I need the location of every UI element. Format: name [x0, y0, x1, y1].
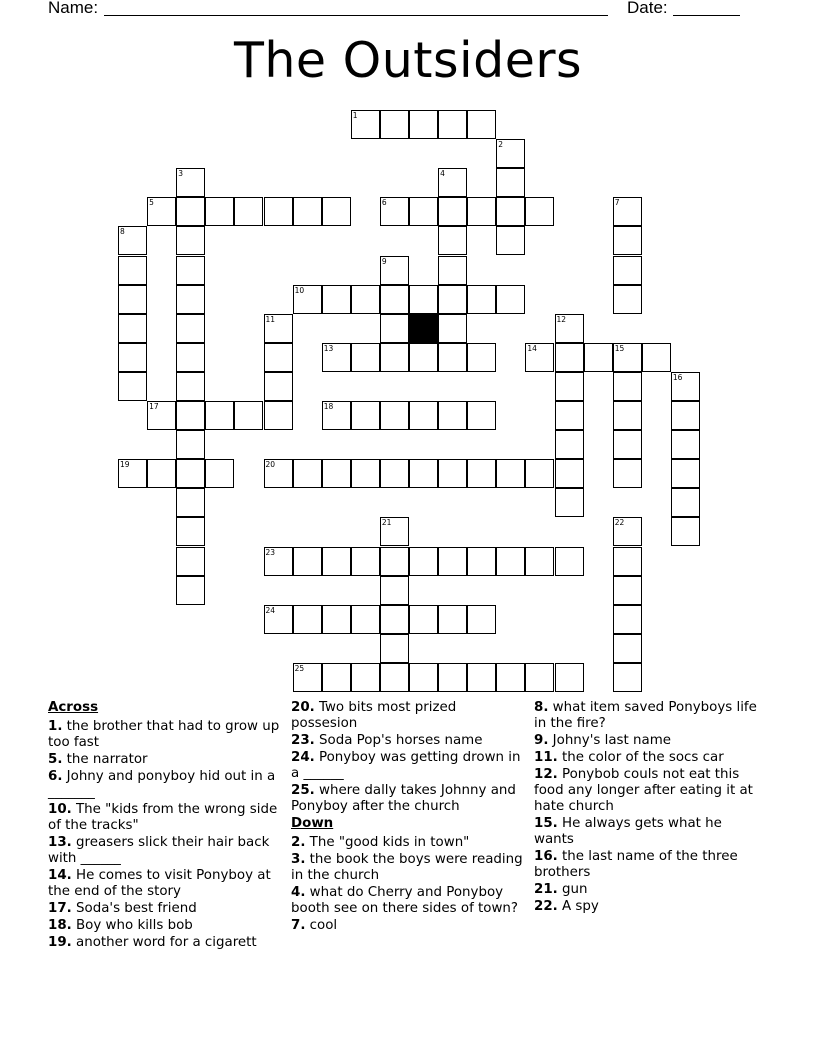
grid-square[interactable]: [351, 401, 380, 430]
grid-square[interactable]: [118, 314, 147, 343]
grid-square[interactable]: [555, 372, 584, 401]
grid-square[interactable]: [496, 226, 525, 255]
grid-square-7[interactable]: [613, 197, 642, 226]
grid-square-12[interactable]: [555, 314, 584, 343]
clue-text: Soda's best friend: [76, 901, 197, 916]
grid-square[interactable]: [380, 343, 409, 372]
grid-square[interactable]: [467, 197, 496, 226]
clue-number-label: 18.: [48, 918, 72, 933]
clue-number-label: 1.: [48, 719, 63, 734]
clue-number-label: 2.: [291, 835, 306, 850]
clue-text: Ponyboy was getting drown in a ______: [291, 750, 521, 781]
clue-text: the brother that had to grow up too fast: [48, 719, 280, 750]
grid-square[interactable]: [176, 226, 205, 255]
grid-square[interactable]: [496, 459, 525, 488]
grid-square-20[interactable]: [264, 459, 293, 488]
clue-item: [291, 750, 523, 782]
grid-square-21[interactable]: [380, 517, 409, 546]
grid-square[interactable]: [118, 256, 147, 285]
clue-number-label: 25.: [291, 783, 315, 798]
clue-number: 21: [381, 518, 392, 528]
grid-square[interactable]: [409, 663, 438, 692]
grid-square[interactable]: [176, 488, 205, 517]
grid-square[interactable]: [293, 547, 322, 576]
grid-square[interactable]: [671, 401, 700, 430]
grid-square[interactable]: [555, 488, 584, 517]
grid-square-5[interactable]: [147, 197, 176, 226]
grid-square[interactable]: [118, 285, 147, 314]
grid-square-17[interactable]: [147, 401, 176, 430]
grid-square[interactable]: [380, 110, 409, 139]
grid-square[interactable]: [409, 605, 438, 634]
date-label: Date:: [627, 0, 668, 17]
grid-square-24[interactable]: [264, 605, 293, 634]
grid-square[interactable]: [351, 285, 380, 314]
grid-square-8[interactable]: [118, 226, 147, 255]
clue-item: [48, 901, 280, 917]
grid-square[interactable]: [525, 197, 554, 226]
grid-square[interactable]: [380, 314, 409, 343]
grid-square-3[interactable]: [176, 168, 205, 197]
grid-square[interactable]: [496, 547, 525, 576]
clue-text: the book the boys were reading in the church: [291, 852, 523, 883]
grid-square[interactable]: [467, 459, 496, 488]
clue-number: 4: [440, 169, 445, 179]
clues-column-1: [48, 700, 280, 952]
grid-square[interactable]: [322, 547, 351, 576]
clue-number: 15: [614, 343, 625, 353]
grid-square[interactable]: [438, 110, 467, 139]
clue-number: 5: [149, 198, 154, 208]
grid-square[interactable]: [380, 634, 409, 663]
grid-square[interactable]: [438, 285, 467, 314]
grid-square-16[interactable]: [671, 372, 700, 401]
clue-item: [48, 752, 280, 768]
grid-square[interactable]: [613, 547, 642, 576]
grid-square[interactable]: [293, 459, 322, 488]
clue-text: where dally takes Johnny and Ponyboy after the church: [291, 783, 516, 814]
grid-square[interactable]: [176, 285, 205, 314]
clue-number-label: 7.: [291, 918, 306, 933]
grid-square[interactable]: [671, 459, 700, 488]
clue-text: Ponybob couls not eat this food any longer after eating it at hate church: [534, 767, 753, 814]
grid-square[interactable]: [234, 197, 263, 226]
grid-square-1[interactable]: [351, 110, 380, 139]
grid-square[interactable]: [525, 663, 554, 692]
clue-item: [291, 852, 523, 884]
grid-square[interactable]: [555, 401, 584, 430]
clue-number: 16: [672, 372, 683, 382]
clue-number: 20: [265, 460, 276, 470]
grid-square[interactable]: [555, 663, 584, 692]
grid-square[interactable]: [438, 314, 467, 343]
clue-item: [534, 849, 766, 881]
grid-square[interactable]: [293, 197, 322, 226]
across-heading: Across: [48, 700, 99, 715]
grid-square[interactable]: [555, 343, 584, 372]
grid-square[interactable]: [380, 459, 409, 488]
grid-square[interactable]: [496, 168, 525, 197]
clue-number-label: 24.: [291, 750, 315, 765]
grid-square[interactable]: [205, 459, 234, 488]
clue-number: 18: [323, 402, 334, 411]
grid-square-18[interactable]: [322, 401, 351, 430]
grid-square[interactable]: [496, 285, 525, 314]
grid-square[interactable]: [613, 576, 642, 605]
clue-item: [534, 816, 766, 848]
grid-square[interactable]: [438, 459, 467, 488]
grid-square[interactable]: [409, 343, 438, 372]
grid-square[interactable]: [264, 197, 293, 226]
clue-number: 19: [120, 460, 130, 470]
clue-item: [534, 882, 766, 898]
clue-number: 12: [556, 314, 567, 324]
clue-number: 7: [614, 198, 620, 208]
clue-text: Soda Pop's horses name: [319, 733, 483, 748]
grid-square[interactable]: [176, 459, 205, 488]
grid-square[interactable]: [176, 256, 205, 285]
grid-square[interactable]: [525, 459, 554, 488]
grid-square[interactable]: [613, 634, 642, 663]
grid-square-23[interactable]: [264, 547, 293, 576]
grid-square[interactable]: [322, 459, 351, 488]
clue-number-label: 9.: [534, 733, 549, 748]
grid-square[interactable]: [613, 459, 642, 488]
grid-square[interactable]: [322, 605, 351, 634]
clue-number: 9: [381, 256, 387, 266]
grid-square[interactable]: [642, 343, 671, 372]
grid-square[interactable]: [205, 401, 234, 430]
clue-text: what do Cherry and Ponyboy booth see on there sides of town?: [291, 885, 519, 916]
grid-square[interactable]: [176, 547, 205, 576]
clues-column-3: [534, 700, 766, 916]
clue-number: 23: [265, 547, 276, 557]
clue-text: another word for a cigarett: [76, 935, 257, 950]
grid-square[interactable]: [613, 430, 642, 459]
clue-item: [48, 802, 280, 834]
clue-item: [291, 918, 523, 934]
grid-square[interactable]: [525, 547, 554, 576]
grid-square[interactable]: [380, 547, 409, 576]
grid-square[interactable]: [351, 459, 380, 488]
clue-number-label: 12.: [534, 767, 558, 782]
grid-square[interactable]: [147, 459, 176, 488]
clue-number-label: 4.: [291, 885, 306, 900]
grid-square[interactable]: [322, 285, 351, 314]
grid-square[interactable]: [380, 576, 409, 605]
clue-item: [48, 835, 280, 867]
grid-square-25[interactable]: [293, 663, 322, 692]
clue-text: A spy: [562, 899, 599, 914]
clue-number: 25: [294, 663, 305, 673]
clue-text: the last name of the three brothers: [534, 849, 738, 880]
grid-square-4[interactable]: [438, 168, 467, 197]
clue-number-label: 11.: [534, 750, 558, 765]
grid-square[interactable]: [351, 605, 380, 634]
grid-square[interactable]: [409, 459, 438, 488]
clue-number: 24: [265, 605, 276, 615]
grid-square-10[interactable]: [293, 285, 322, 314]
clue-text: Johny and ponyboy hid out in a _______: [48, 769, 276, 800]
grid-square[interactable]: [409, 285, 438, 314]
clue-text: Boy who kills bob: [76, 918, 193, 933]
clue-text: the color of the socs car: [562, 750, 724, 765]
clue-number: 6: [381, 198, 387, 208]
clue-number: 8: [120, 227, 125, 237]
grid-square[interactable]: [176, 197, 205, 226]
grid-square[interactable]: [351, 343, 380, 372]
grid-square[interactable]: [438, 197, 467, 226]
clue-item: [534, 700, 766, 732]
clues-column-2: [291, 700, 523, 935]
grid-square[interactable]: [176, 430, 205, 459]
clue-number: 3: [178, 169, 183, 179]
grid-square[interactable]: [671, 517, 700, 546]
grid-square[interactable]: [293, 605, 322, 634]
grid-square[interactable]: [613, 372, 642, 401]
grid-square[interactable]: [176, 372, 205, 401]
clue-item: [48, 935, 280, 951]
grid-square[interactable]: [351, 663, 380, 692]
grid-square[interactable]: [322, 663, 351, 692]
grid-square[interactable]: [380, 401, 409, 430]
grid-square[interactable]: [467, 343, 496, 372]
clue-item: [291, 733, 523, 749]
clue-number-label: 3.: [291, 852, 306, 867]
grid-square[interactable]: [496, 663, 525, 692]
clue-text: Two bits most prized possesion: [291, 700, 457, 731]
clue-item: [534, 733, 766, 749]
down-heading: Down: [291, 816, 334, 831]
grid-square[interactable]: [467, 285, 496, 314]
grid-square[interactable]: [118, 343, 147, 372]
clue-number-label: 19.: [48, 935, 72, 950]
clue-text: Johny's last name: [552, 733, 672, 748]
grid-square[interactable]: [613, 256, 642, 285]
clue-number-label: 14.: [48, 868, 72, 883]
grid-square[interactable]: [467, 605, 496, 634]
clue-item: [534, 899, 766, 915]
clue-item: [48, 769, 280, 801]
grid-square[interactable]: [176, 517, 205, 546]
clue-number: 1: [352, 111, 358, 120]
grid-square[interactable]: [351, 547, 380, 576]
page-title: The Outsiders: [233, 32, 583, 89]
grid-square[interactable]: [264, 343, 293, 372]
grid-square[interactable]: [496, 197, 525, 226]
grid-square[interactable]: [380, 605, 409, 634]
grid-square[interactable]: [409, 401, 438, 430]
clue-item: [48, 868, 280, 900]
grid-square[interactable]: [380, 663, 409, 692]
grid-square[interactable]: [438, 226, 467, 255]
grid-square[interactable]: [467, 110, 496, 139]
clue-number-label: 22.: [534, 899, 558, 914]
grid-square-22[interactable]: [613, 517, 642, 546]
grid-square[interactable]: [234, 401, 263, 430]
grid-square[interactable]: [467, 547, 496, 576]
clue-text: The "kids from the wrong side of the tracks": [48, 802, 278, 833]
grid-square[interactable]: [438, 547, 467, 576]
clue-number-label: 8.: [534, 700, 549, 715]
grid-square[interactable]: [613, 226, 642, 255]
grid-square-13[interactable]: [322, 343, 351, 372]
grid-square-15[interactable]: [613, 343, 642, 372]
grid-square[interactable]: [584, 343, 613, 372]
grid-square[interactable]: [176, 401, 205, 430]
grid-square[interactable]: [467, 663, 496, 692]
grid-square-6[interactable]: [380, 197, 409, 226]
clue-number: 13: [323, 343, 334, 353]
grid-square-11[interactable]: [264, 314, 293, 343]
grid-square[interactable]: [409, 110, 438, 139]
clue-number-label: 21.: [534, 882, 558, 897]
clue-text: what item saved Ponyboys life in the fire?: [534, 700, 757, 731]
grid-square[interactable]: [176, 343, 205, 372]
grid-square[interactable]: [438, 605, 467, 634]
clue-item: [291, 783, 523, 815]
clue-item: [534, 767, 766, 815]
grid-square[interactable]: [409, 547, 438, 576]
grid-square[interactable]: [555, 459, 584, 488]
clue-number-label: 15.: [534, 816, 558, 831]
clue-number: 17: [149, 402, 159, 411]
grid-square[interactable]: [264, 401, 293, 430]
clue-text: He always gets what he wants: [534, 816, 722, 847]
clue-number-label: 6.: [48, 769, 63, 784]
grid-square[interactable]: [438, 663, 467, 692]
grid-square[interactable]: [322, 197, 351, 226]
clue-number-label: 5.: [48, 752, 63, 767]
grid-square[interactable]: [176, 314, 205, 343]
clue-number: 11: [265, 314, 276, 324]
grid-square[interactable]: [264, 372, 293, 401]
clue-item: [48, 918, 280, 934]
grid-square[interactable]: [555, 547, 584, 576]
clue-item: [291, 885, 523, 917]
clue-text: the narrator: [66, 752, 148, 767]
grid-square[interactable]: [613, 663, 642, 692]
grid-square[interactable]: [176, 576, 205, 605]
clue-number: 2: [498, 140, 504, 150]
clue-item: [48, 719, 280, 751]
name-label: Name:: [48, 0, 99, 17]
grid-square[interactable]: [555, 430, 584, 459]
grid-square-2[interactable]: [496, 139, 525, 168]
grid-square-9[interactable]: [380, 256, 409, 285]
grid-square[interactable]: [671, 488, 700, 517]
grid-square-14[interactable]: [525, 343, 554, 372]
clue-text: cool: [309, 918, 338, 933]
clue-item: [534, 750, 766, 766]
clue-number: 10: [294, 285, 305, 295]
clue-text: He comes to visit Ponyboy at the end of the story: [48, 868, 271, 899]
grid-square[interactable]: [613, 401, 642, 430]
shaded-square: [409, 314, 438, 343]
grid-square[interactable]: [205, 197, 234, 226]
grid-square[interactable]: [118, 372, 147, 401]
grid-square[interactable]: [438, 343, 467, 372]
clue-number-label: 20.: [291, 700, 315, 715]
clue-number-label: 10.: [48, 802, 72, 817]
clue-text: The "good kids in town": [309, 835, 470, 850]
clue-number-label: 13.: [48, 835, 72, 850]
clue-text: greasers slick their hair back with ______: [48, 835, 270, 866]
clue-number-label: 16.: [534, 849, 558, 864]
clue-text: gun: [562, 882, 588, 897]
clue-number: 14: [527, 343, 537, 353]
clue-number-label: 17.: [48, 901, 72, 916]
clue-item: [291, 700, 523, 732]
grid-square[interactable]: [438, 401, 467, 430]
grid-square[interactable]: [467, 401, 496, 430]
grid-square[interactable]: [671, 430, 700, 459]
grid-square[interactable]: [409, 197, 438, 226]
grid-square[interactable]: [613, 285, 642, 314]
grid-square[interactable]: [613, 605, 642, 634]
grid-square[interactable]: [380, 285, 409, 314]
clue-item: [291, 835, 523, 851]
grid-square-19[interactable]: [118, 459, 147, 488]
grid-square[interactable]: [438, 256, 467, 285]
clue-number: 22: [614, 518, 625, 528]
clue-number-label: 23.: [291, 733, 315, 748]
